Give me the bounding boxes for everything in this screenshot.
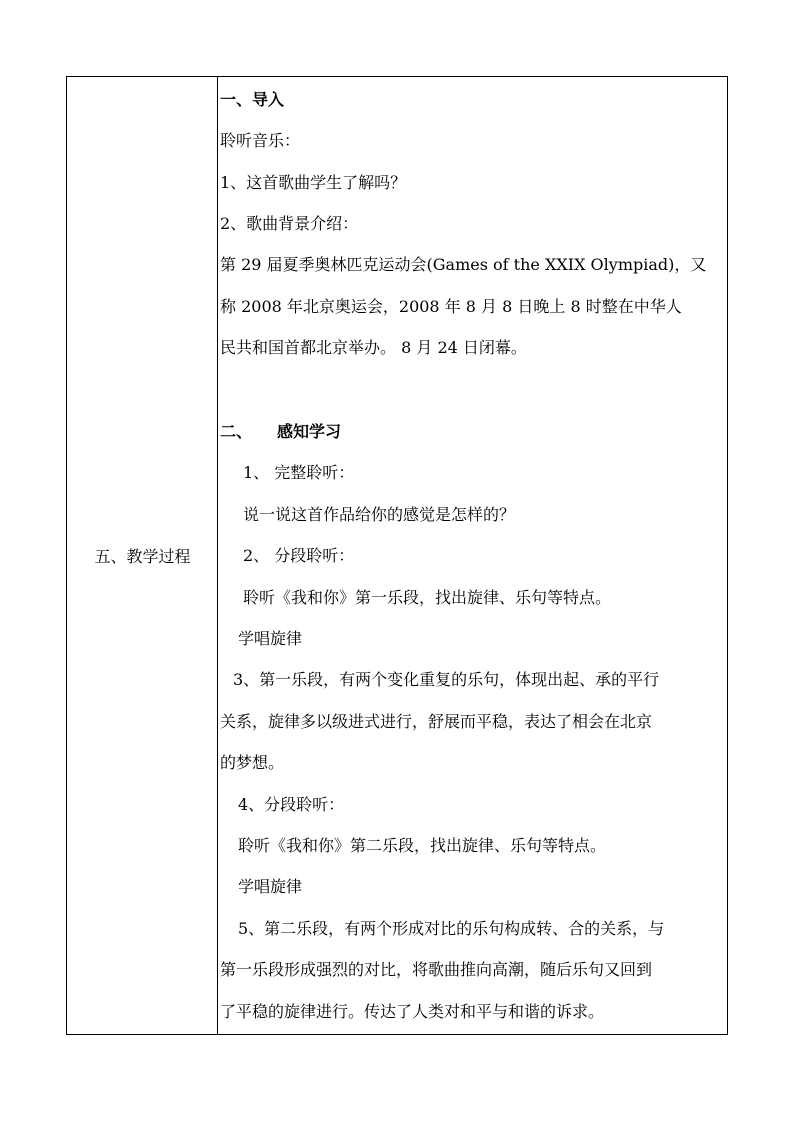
heading-text: 感知学习 — [277, 422, 342, 441]
heading-perception — [220, 422, 725, 442]
content-line: 3、第一乐段，有两个变化重复的乐句，体现出起、承的平行 — [233, 670, 660, 689]
content-line: 4、分段聆听： — [238, 795, 345, 814]
content-line: 聆听音乐： — [220, 131, 301, 150]
section-label-cell — [67, 77, 218, 1034]
heading-number: 二、 — [220, 422, 253, 441]
content-line: 第 29 届夏季奥林匹克运动会(Games of the XXIX Olympiad)，又 — [220, 255, 707, 274]
content-line: 关系，旋律多以级进式进行，舒展而平稳，表达了相会在北京 — [220, 712, 653, 731]
heading-intro: 一、导入 — [220, 90, 285, 109]
section-content-cell — [218, 77, 727, 1034]
content-line: 聆听《我和你》第二乐段，找出旋律、乐句等特点。 — [238, 836, 607, 855]
lesson-plan-table — [66, 76, 728, 1035]
content-line: 称 2008 年北京奥运会，2008 年 8 月 8 日晚上 8 时整在中华人 — [220, 297, 682, 316]
content-line: 说一说这首作品给你的感觉是怎样的？ — [243, 505, 516, 524]
content-line: 第一乐段形成强烈的对比，将歌曲推向高潮，随后乐句又回到 — [220, 960, 653, 979]
content-line: 5、第二乐段，有两个形成对比的乐句构成转、合的关系，与 — [238, 919, 665, 938]
content-line: 2、 分段聆听： — [243, 546, 355, 565]
content-line: 1、 完整聆听： — [243, 463, 355, 482]
content-line: 了平稳的旋律进行。传达了人类对和平与和谐的诉求。 — [220, 1002, 605, 1021]
content-line: 1、这首歌曲学生了解吗？ — [220, 173, 407, 192]
content-line: 学唱旋律 — [238, 629, 303, 648]
content-line: 民共和国首都北京举办。 8 月 24 日闭幕。 — [220, 338, 527, 357]
section-label: 五、教学过程 — [94, 547, 191, 566]
content-line: 聆听《我和你》第一乐段，找出旋律、乐句等特点。 — [243, 588, 612, 607]
content-line: 学唱旋律 — [238, 877, 303, 896]
content-line: 的梦想。 — [220, 753, 285, 772]
content-line: 2、歌曲背景介绍： — [220, 214, 359, 233]
